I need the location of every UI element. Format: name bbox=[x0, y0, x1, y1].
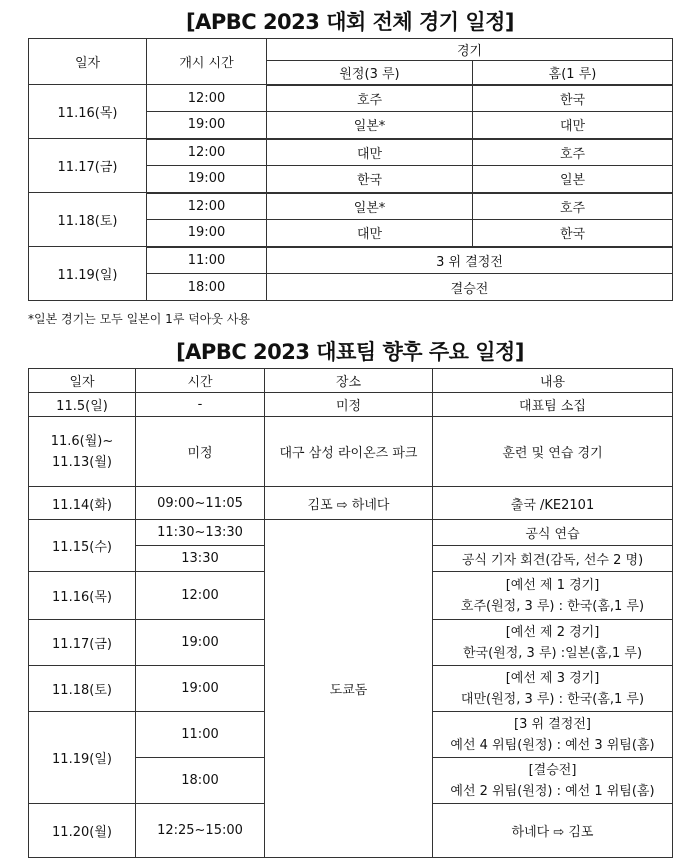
game-time: 12:00 bbox=[147, 139, 267, 166]
game-time: 11:00 bbox=[147, 247, 267, 274]
row-date: 11.5(일) bbox=[29, 393, 136, 417]
game-label: [결승전] bbox=[528, 762, 577, 778]
row-content bbox=[433, 620, 673, 666]
row-content: 대표팀 소집 bbox=[433, 393, 673, 417]
home-team: 한국 bbox=[473, 220, 673, 247]
game-matchup: 예선 4 위팀(원정) : 예선 3 위팀(홈) bbox=[450, 737, 655, 753]
away-team: 호주 bbox=[267, 85, 473, 112]
game-time: 19:00 bbox=[147, 112, 267, 139]
row-content bbox=[433, 758, 673, 804]
match-name: 3 위 결정전 bbox=[267, 247, 673, 274]
home-team: 한국 bbox=[473, 85, 673, 112]
row-date: 11.14(화) bbox=[29, 487, 136, 520]
row-time: 11:00 bbox=[136, 712, 265, 758]
away-team: 한국 bbox=[267, 166, 473, 193]
away-team: 대만 bbox=[267, 139, 473, 166]
row-time: 13:30 bbox=[136, 546, 265, 572]
header-home: 홈(1 루) bbox=[473, 61, 673, 85]
row-content: 훈련 및 연습 경기 bbox=[433, 417, 673, 487]
match-name: 결승전 bbox=[267, 274, 673, 301]
game-matchup: 한국(원정, 3 루) :일본(홈,1 루) bbox=[462, 645, 643, 661]
row-time: 09:00~11:05 bbox=[136, 487, 265, 520]
title-team-schedule: [APBC 2023 대표팀 향후 주요 일정] bbox=[176, 340, 524, 364]
day-date: 11.19(일) bbox=[29, 247, 147, 301]
away-team: 일본* bbox=[267, 112, 473, 139]
row-date: 11.19(일) bbox=[29, 712, 136, 804]
away-team: 일본* bbox=[267, 193, 473, 220]
header-place: 장소 bbox=[265, 369, 433, 393]
row-content bbox=[433, 712, 673, 758]
row-time: 12:25~15:00 bbox=[136, 804, 265, 858]
home-team: 호주 bbox=[473, 193, 673, 220]
header-away: 원정(3 루) bbox=[267, 61, 473, 85]
row-content: 출국 /KE2101 bbox=[433, 487, 673, 520]
row-date: 11.17(금) bbox=[29, 620, 136, 666]
title-schedule-all: [APBC 2023 대회 전체 경기 일정] bbox=[185, 10, 515, 34]
game-matchup: 예선 2 위팀(원정) : 예선 1 위팀(홈) bbox=[450, 783, 655, 799]
game-label: [3 위 결정전] bbox=[514, 716, 591, 732]
row-time: 11:30~13:30 bbox=[136, 520, 265, 546]
game-matchup: 호주(원정, 3 루) : 한국(홈,1 루) bbox=[460, 598, 645, 614]
row-date: 11.15(수) bbox=[29, 520, 136, 572]
row-time: 18:00 bbox=[136, 758, 265, 804]
row-content bbox=[433, 572, 673, 620]
day-date: 11.18(토) bbox=[29, 193, 147, 247]
game-time: 18:00 bbox=[147, 274, 267, 301]
header-date: 일자 bbox=[29, 39, 147, 85]
game-matchup: 대만(원정, 3 루) : 한국(홈,1 루) bbox=[460, 691, 645, 707]
home-team: 일본 bbox=[473, 166, 673, 193]
home-team: 대만 bbox=[473, 112, 673, 139]
team-schedule-table bbox=[28, 368, 673, 858]
game-label: [예선 제 2 경기] bbox=[505, 624, 600, 640]
row-time: 12:00 bbox=[136, 572, 265, 620]
row-place: 하네다 ⇨ 김포 bbox=[433, 804, 673, 858]
header-time: 시간 bbox=[136, 369, 265, 393]
home-team: 호주 bbox=[473, 139, 673, 166]
game-label: [예선 제 3 경기] bbox=[505, 670, 600, 686]
row-date: 11.18(토) bbox=[29, 666, 136, 712]
row-date: 11.20(월) bbox=[29, 804, 136, 858]
away-team: 대만 bbox=[267, 220, 473, 247]
game-label: [예선 제 1 경기] bbox=[505, 577, 600, 593]
tournament-schedule-table bbox=[28, 38, 673, 301]
game-time: 19:00 bbox=[147, 166, 267, 193]
day-date: 11.16(목) bbox=[29, 85, 147, 139]
row-time: 19:00 bbox=[136, 666, 265, 712]
header-time: 개시 시간 bbox=[147, 39, 267, 85]
header-content: 내용 bbox=[433, 369, 673, 393]
row-date: 11.16(목) bbox=[29, 572, 136, 620]
row-content: 공식 연습 bbox=[433, 520, 673, 546]
row-content: 공식 기자 회견(감독, 선수 2 명) bbox=[433, 546, 673, 572]
row-place: 미정 bbox=[265, 393, 433, 417]
day-date: 11.17(금) bbox=[29, 139, 147, 193]
header-date: 일자 bbox=[29, 369, 136, 393]
date-end: 11.13(월) bbox=[52, 454, 112, 470]
game-time: 12:00 bbox=[147, 193, 267, 220]
row-content bbox=[433, 666, 673, 712]
game-time: 19:00 bbox=[147, 220, 267, 247]
header-game: 경기 bbox=[267, 39, 673, 61]
row-time: 미정 bbox=[136, 417, 265, 487]
row-date bbox=[29, 417, 136, 487]
place-tokyo-dome: 도쿄돔 bbox=[265, 520, 433, 858]
footnote: *일본 경기는 모두 일본이 1루 덕아웃 사용 bbox=[28, 312, 250, 326]
game-time: 12:00 bbox=[147, 85, 267, 112]
row-time: 19:00 bbox=[136, 620, 265, 666]
date-start: 11.6(월)~ bbox=[50, 433, 114, 449]
row-place: 대구 삼성 라이온즈 파크 bbox=[265, 417, 433, 487]
row-time: - bbox=[136, 393, 265, 417]
row-place: 김포 ⇨ 하네다 bbox=[265, 487, 433, 520]
